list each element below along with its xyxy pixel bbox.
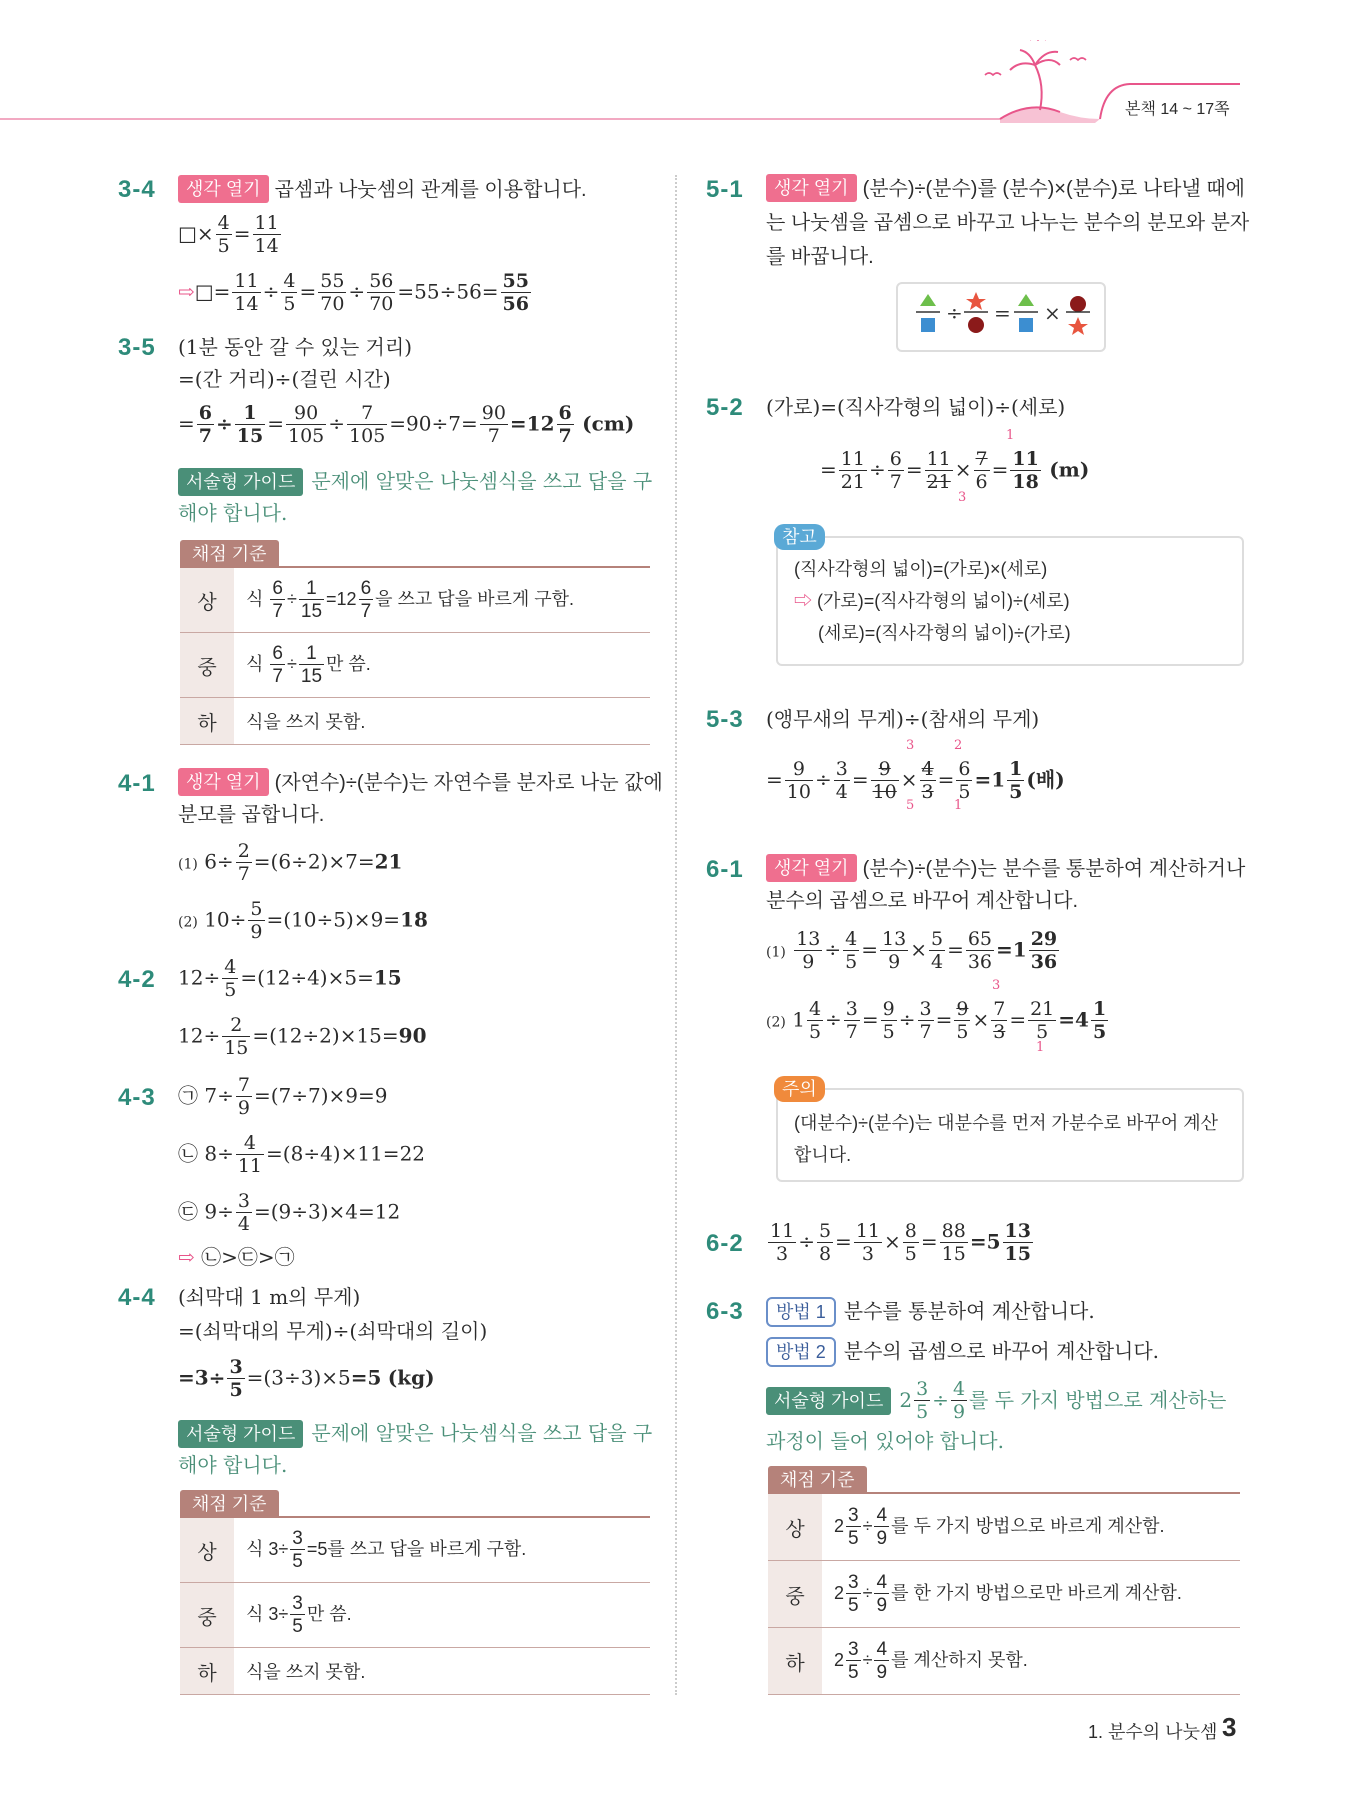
note-badge: 참고 — [774, 524, 825, 550]
table-row: 중 2 $\frac{3}{5}$ ÷ $\frac{4}{9}$ 를 한 가지 방법으로만 바르게 계산함. — [768, 1561, 1240, 1628]
equation: 12÷ $\frac{2}{15}$ =(12÷2)×15=90 — [178, 1014, 427, 1059]
problem-number: 3-5 — [118, 334, 156, 361]
guide-line: 해야 합니다. — [178, 1453, 288, 1477]
criteria-table — [768, 1492, 1240, 1695]
footer-chapter: 1. 분수의 나눗셈 — [1088, 1722, 1218, 1742]
criteria-table — [180, 566, 650, 745]
cancel-mark: 2 — [954, 738, 963, 753]
svg-text:÷: ÷ — [946, 301, 963, 325]
criteria-tag: 채점 기준 — [180, 540, 279, 568]
text-line: 를 바꿉니다. — [766, 246, 874, 268]
shape-formula-box — [896, 282, 1106, 352]
text-line: (쇠막대 1 m의 무게) — [178, 1285, 361, 1309]
equation: ⇨ ㉡>㉢>㉠ — [178, 1245, 295, 1269]
equation: =3÷ $\frac{3}{5}$ =(3÷3)×5=5 (kg) — [178, 1356, 435, 1401]
shape-formula-icon — [898, 284, 1104, 350]
problem-number: 6-2 — [706, 1230, 744, 1257]
cancel-mark: 5 — [906, 798, 915, 813]
problem-number: 4-4 — [118, 1284, 156, 1311]
text-line: (1분 동안 갈 수 있는 거리) — [178, 335, 412, 359]
svg-text:×: × — [1044, 301, 1061, 325]
equation: 12÷ $\frac{4}{5}$ =(12÷4)×5=15 — [178, 956, 402, 1001]
caution-box: (대분수)÷(분수)는 대분수를 먼저 가분수로 바꾸어 계산 합니다. — [776, 1088, 1244, 1182]
text-line: 분수의 곱셈으로 바꾸어 계산합니다. — [766, 890, 1079, 912]
text-line: 는 나눗셈을 곱셈으로 바꾸고 나누는 분수의 분모와 분자 — [766, 212, 1250, 234]
table-row: 상 식 3÷ $\frac{3}{5}$ =5를 쓰고 답을 바르게 구함. — [180, 1517, 650, 1583]
equation: □× $\frac{4}{5}$ = $\frac{11}{14}$ — [178, 212, 279, 257]
hint-line: 생각 열기 (자연수)÷(분수)는 자연수를 분자로 나눈 값에 — [178, 766, 663, 800]
note-box: (직사각형의 넓이)=(가로)×(세로) ⇨ (가로)=(직사각형의 넓이)÷(세로) (세로)=(직사각형의 넓이)÷(가로) — [776, 536, 1244, 666]
caution-badge: 주의 — [774, 1076, 825, 1102]
equation: ㉡ 8÷ $\frac{4}{11}$ =(8÷4)×11=22 — [178, 1132, 426, 1177]
text-line: 분모를 곱합니다. — [178, 804, 325, 826]
method-line: 방법 2 분수의 곱셈으로 바꾸어 계산합니다. — [766, 1334, 1159, 1368]
table-row: 하 2 $\frac{3}{5}$ ÷ $\frac{4}{9}$ 를 계산하지 못함. — [768, 1628, 1240, 1695]
problem-number: 4-1 — [118, 770, 156, 797]
page-number: 3 — [1222, 1712, 1237, 1742]
equation: (1) $\frac{13}{9}$ ÷ $\frac{4}{5}$ = $\frac{13}{9}$ × $\frac{5}{4}$ = $\frac{65}{36}$ =1 $\frac{29}{36}$ — [766, 928, 1058, 973]
table-row: 중 식 3÷ $\frac{3}{5}$ 만 씀. — [180, 1583, 650, 1648]
hint-line: 생각 열기 곱셈과 나눗셈의 관계를 이용합니다. — [178, 172, 587, 207]
cancel-mark: 1 — [1006, 428, 1015, 443]
equation: ⇨□= $\frac{11}{14}$ ÷ $\frac{4}{5}$ = $\frac{55}{70}$ ÷ $\frac{56}{70}$ =55÷56= $\frac{55}{56}$ — [178, 270, 529, 315]
hint-line: 생각 열기 (분수)÷(분수)는 분수를 통분하여 계산하거나 — [766, 852, 1245, 886]
equation: $\frac{11}{3}$ ÷ $\frac{5}{8}$ = $\frac{11}{3}$ × $\frac{8}{5}$ = $\frac{88}{15}$ =5 $\frac{13}{15}$ — [770, 1220, 1031, 1265]
table-row: 상 식 $\frac{6}{7}$ ÷ $\frac{1}{15}$ =12 $\frac{6}{7}$ 을 쓰고 답을 바르게 구함. — [180, 567, 650, 633]
guide-line: 서술형 가이드 문제에 알맞은 나눗셈식을 쓰고 답을 구 — [178, 1416, 652, 1450]
problem-number: 4-2 — [118, 966, 156, 993]
criteria-tag: 채점 기준 — [768, 1466, 867, 1494]
equation: = $\frac{11}{21}$ ÷ $\frac{6}{7}$ = $\frac{11}{21}$ × $\frac{7}{6}$ = $\frac{11}{18}$ (m) — [820, 448, 1090, 493]
criteria-table — [180, 1516, 650, 1695]
equation: (1) 6÷ $\frac{2}{7}$ =(6÷2)×7=21 — [178, 840, 403, 885]
text-line: (가로)=(직사각형의 넓이)÷(세로) — [766, 395, 1066, 419]
svg-text:=: = — [994, 301, 1011, 325]
equation: = $\frac{6}{7}$ ÷ $\frac{1}{15}$ = $\frac{90}{105}$ ÷ $\frac{7}{105}$ =90÷7= $\frac{90}{7}$ =12 $\frac{6}{7}$ (cm) — [178, 402, 635, 447]
problem-number: 5-3 — [706, 706, 744, 733]
guide-line: 과정이 들어 있어야 합니다. — [766, 1429, 1004, 1453]
equation: (2) 10÷ $\frac{5}{9}$ =(10÷5)×9=18 — [178, 898, 428, 943]
equation: (2) 1 $\frac{4}{5}$ ÷ $\frac{3}{7}$ = $\frac{9}{5}$ ÷ $\frac{3}{7}$ = $\frac{9}{5}$ × $\frac{7}{3}$ = $\frac{21}{5}$ =4 $\frac{1}{5}$ — [766, 998, 1107, 1043]
problem-number: 4-3 — [118, 1084, 156, 1111]
text-line: =(간 거리)÷(걸린 시간) — [178, 367, 391, 391]
cancel-mark: 3 — [906, 738, 915, 753]
equation: = $\frac{9}{10}$ ÷ $\frac{3}{4}$ = $\frac{9}{10}$ × $\frac{4}{3}$ = $\frac{6}{5}$ =1 $\frac{1}{5}$ (배) — [766, 758, 1065, 803]
problem-number: 6-1 — [706, 856, 744, 883]
equation: ㉢ 9÷ $\frac{3}{4}$ =(9÷3)×4=12 — [178, 1190, 401, 1235]
cancel-mark: 1 — [954, 798, 963, 813]
problem-number: 5-1 — [706, 176, 744, 203]
cancel-mark: 3 — [992, 978, 1001, 993]
problem-number: 6-3 — [706, 1298, 744, 1325]
guide-line: 서술형 가이드 2 $\frac{3}{5}$ ÷ $\frac{4}{9}$ 를 두 가지 방법으로 계산하는 — [766, 1380, 1226, 1422]
table-row: 하 식을 쓰지 못함. — [180, 1648, 650, 1695]
text-line: (앵무새의 무게)÷(참새의 무게) — [766, 707, 1040, 731]
cancel-mark: 1 — [1036, 1040, 1045, 1055]
guide-line: 해야 합니다. — [178, 501, 288, 525]
guide-line: 서술형 가이드 문제에 알맞은 나눗셈식을 쓰고 답을 구 — [178, 464, 652, 498]
column-divider — [675, 175, 677, 1695]
table-row: 중 식 $\frac{6}{7}$ ÷ $\frac{1}{15}$ 만 씀. — [180, 633, 650, 698]
text-line: =(쇠막대의 무게)÷(쇠막대의 길이) — [178, 1319, 488, 1343]
table-row: 하 식을 쓰지 못함. — [180, 698, 650, 745]
table-row: 상 2 $\frac{3}{5}$ ÷ $\frac{4}{9}$ 를 두 가지 방법으로 바르게 계산함. — [768, 1493, 1240, 1561]
problem-number: 3-4 — [118, 176, 156, 203]
page-reference: 본책 14 ~ 17쪽 — [1125, 101, 1230, 118]
equation: ㉠ 7÷ $\frac{7}{9}$ =(7÷7)×9=9 — [178, 1074, 388, 1119]
problem-number: 5-2 — [706, 394, 744, 421]
hint-line: 생각 열기 (분수)÷(분수)를 (분수)×(분수)로 나타낼 때에 — [766, 172, 1245, 206]
think-tag: 생각 열기 — [178, 175, 269, 203]
method-line: 방법 1 분수를 통분하여 계산합니다. — [766, 1294, 1095, 1328]
criteria-tag: 채점 기준 — [180, 1490, 279, 1518]
cancel-mark: 3 — [958, 490, 967, 505]
